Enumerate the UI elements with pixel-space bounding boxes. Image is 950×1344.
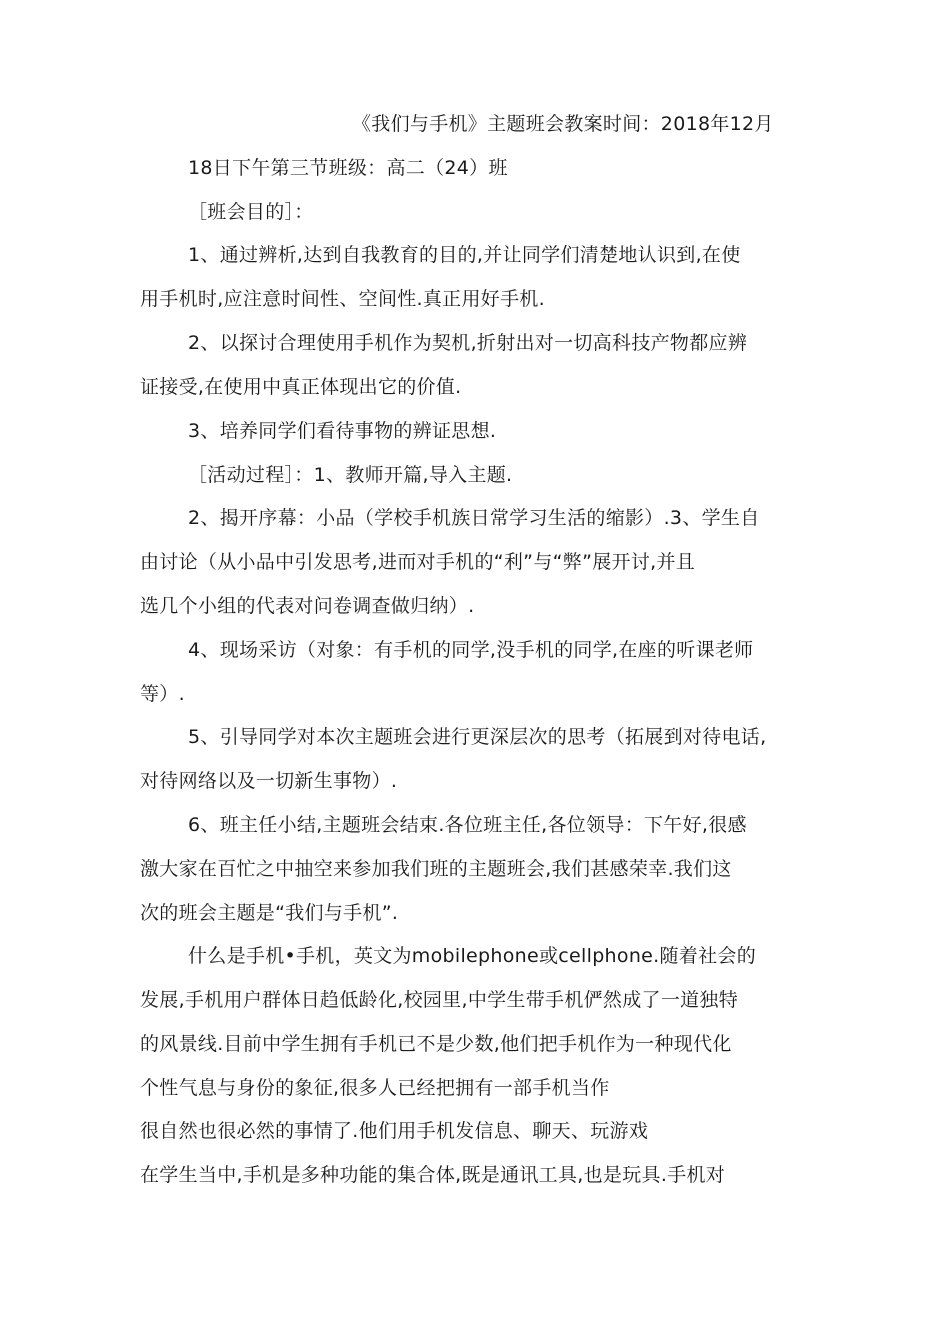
paragraph-line: 对待网络以及一切新生事物）. xyxy=(140,770,398,792)
paragraph-line: 1、通过辨析,达到自我教育的目的,并让同学们清楚地认识到,在使 xyxy=(188,244,741,266)
paragraph-line: 次的班会主题是“我们与手机”. xyxy=(140,902,399,924)
section-heading-process: ［活动过程］：1、教师开篇,导入主题. xyxy=(188,464,513,486)
paragraph-line: 个性气息与身份的象征,很多人已经把拥有一部手机当作 xyxy=(140,1077,610,1099)
paragraph-line: 3、培养同学们看待事物的辨证思想. xyxy=(188,420,497,442)
paragraph-line: 用手机时,应注意时间性、空间性.真正用好手机. xyxy=(140,288,546,310)
paragraph-line: 很自然也很必然的事情了.他们用手机发信息、聊天、玩游戏 xyxy=(140,1120,649,1142)
paragraph-line: 5、引导同学对本次主题班会进行更深层次的思考（拓展到对待电话, xyxy=(188,726,767,748)
paragraph-line: 发展,手机用户群体日趋低龄化,校园里,中学生带手机俨然成了一道独特 xyxy=(140,989,739,1011)
paragraph-line: 在学生当中,手机是多种功能的集合体,既是通讯工具,也是玩具.手机对 xyxy=(140,1164,726,1186)
paragraph-line: 2、以探讨合理使用手机作为契机,折射出对一切高科技产物都应辨 xyxy=(188,332,748,354)
paragraph-line: 证接受,在使用中真正体现出它的价值. xyxy=(140,376,462,398)
paragraph-line: 4、现场采访（对象：有手机的同学,没手机的同学,在座的听课老师 xyxy=(188,639,754,661)
paragraph-line: 选几个小组的代表对问卷调查做归纳）. xyxy=(140,595,475,617)
paragraph-line: 2、揭开序幕：小品（学校手机族日常学习生活的缩影）.3、学生自 xyxy=(188,507,760,529)
paragraph-line: 的风景线.目前中学生拥有手机已不是少数,他们把手机作为一种现代化 xyxy=(140,1033,732,1055)
section-heading-purpose: ［班会目的］： xyxy=(188,201,314,223)
paragraph-line: 等）. xyxy=(140,683,185,705)
paragraph-line: 由讨论（从小品中引发思考,进而对手机的“利”与“弊”展开讨,并且 xyxy=(140,551,696,573)
paragraph-line: 什么是手机•手机，英文为mobilephone或cellphone.随着社会的 xyxy=(188,945,756,967)
paragraph-line: 6、班主任小结,主题班会结束.各位班主任,各位领导：下午好,很感 xyxy=(188,814,747,836)
paragraph-line: 激大家在百忙之中抽空来参加我们班的主题班会,我们甚感荣幸.我们这 xyxy=(140,858,732,880)
date-class-line: 18日下午第三节班级：高二（24）班 xyxy=(188,157,508,179)
title-line: 《我们与手机》主题班会教案时间：2018年12月 xyxy=(352,113,774,135)
